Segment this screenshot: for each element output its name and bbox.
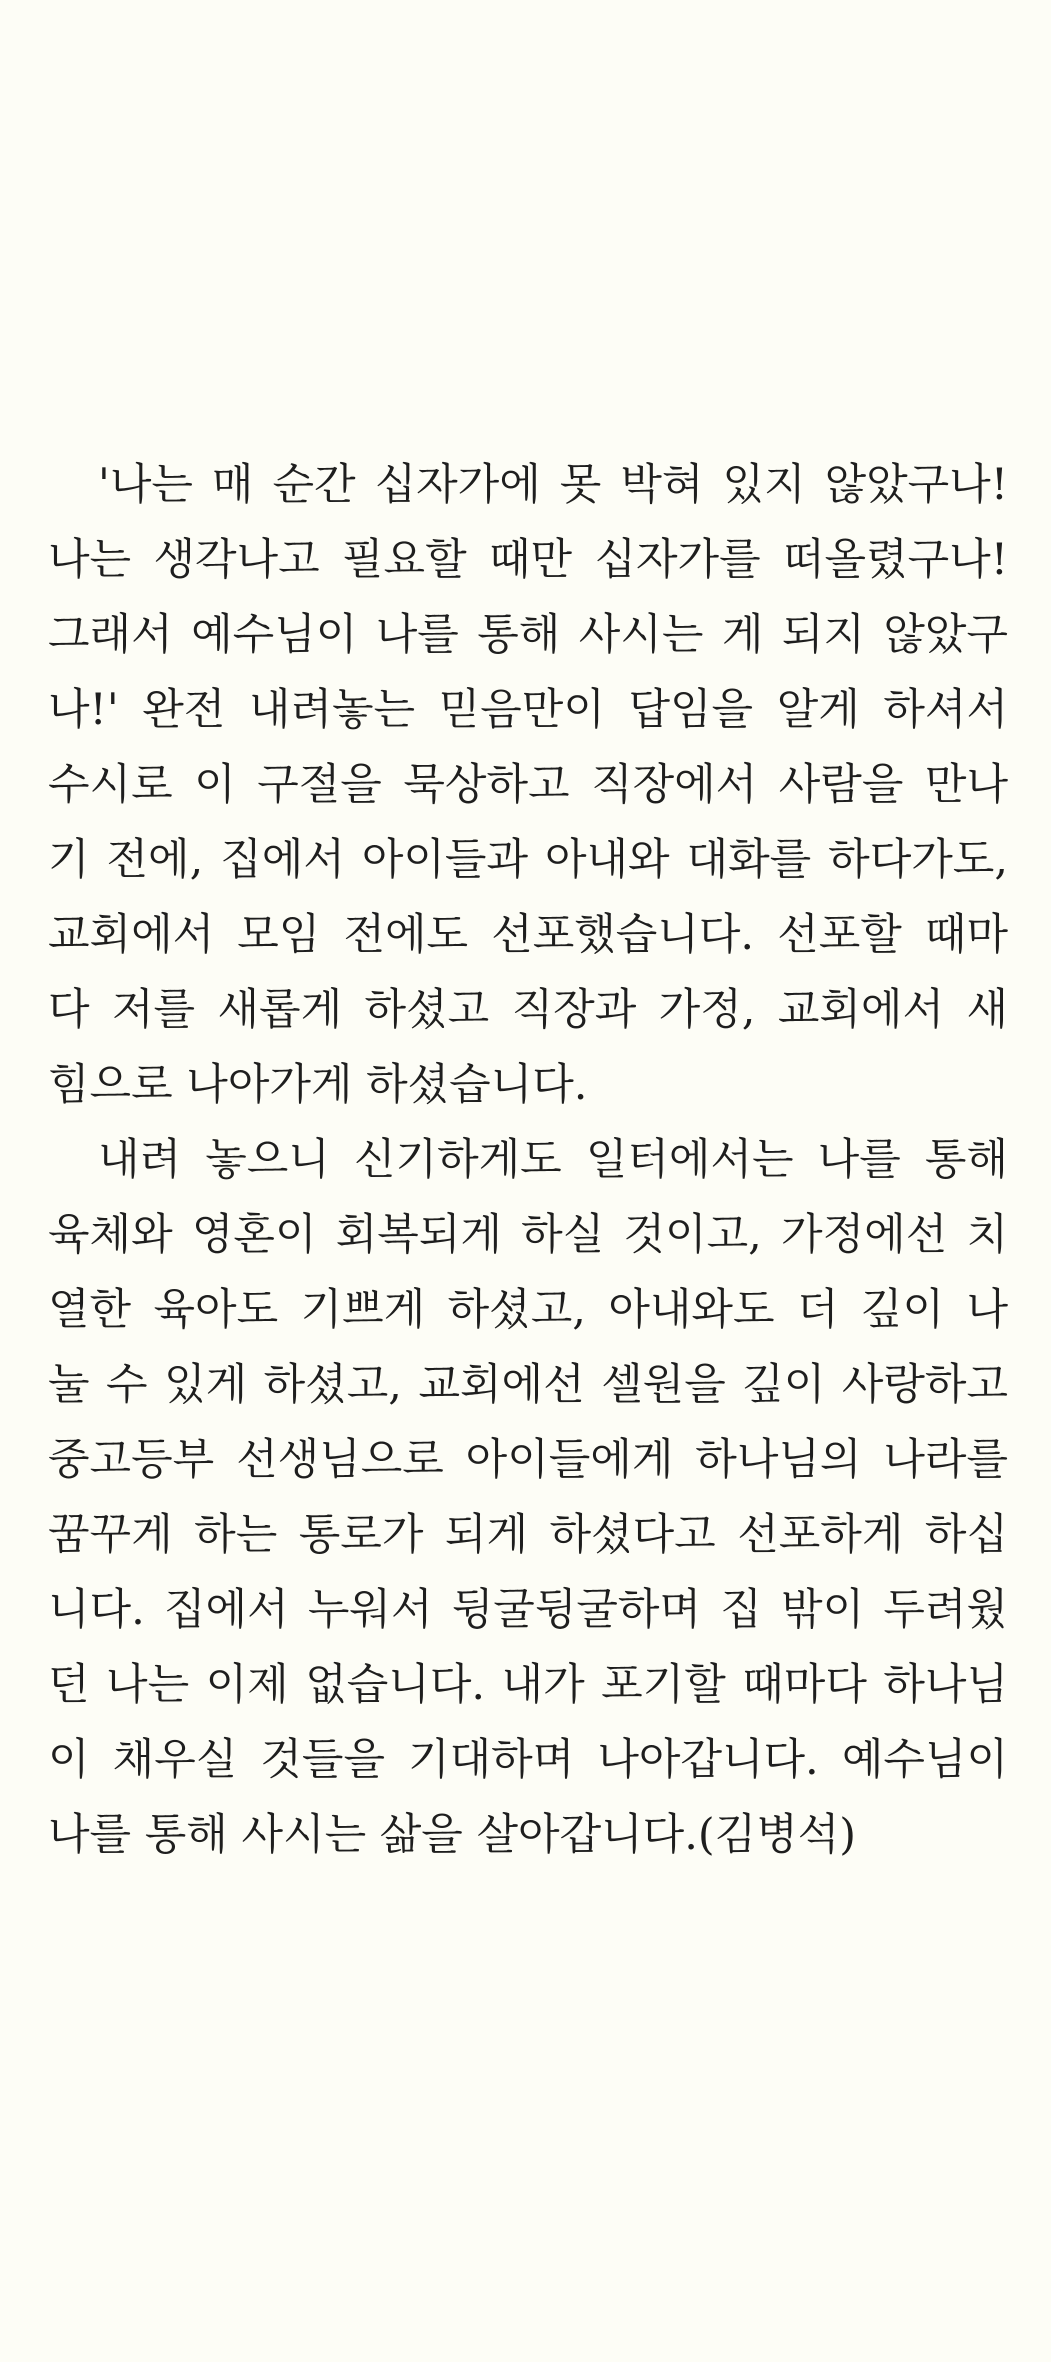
text-line: 다 저를 새롭게 하셨고 직장과 가정, 교회에서 새 [48, 985, 1008, 1035]
text-line: 이 채우실 것들을 기대하며 나아갑니다. 예수님이 [48, 1735, 1008, 1785]
paragraph-1 [48, 448, 1008, 1123]
text-line: 그래서 예수님이 나를 통해 사시는 게 되지 않았구 [48, 610, 1008, 660]
text-line: 기 전에, 집에서 아이들과 아내와 대화를 하다가도, [48, 835, 1008, 885]
paragraph-2 [48, 1123, 1008, 1873]
text-line: 나는 생각나고 필요할 때만 십자가를 떠올렸구나! [48, 535, 1008, 585]
text-line: 열한 육아도 기쁘게 하셨고, 아내와도 더 깊이 나 [48, 1285, 1008, 1335]
text-line: 나!' 완전 내려놓는 믿음만이 답임을 알게 하셔서 [48, 685, 1008, 735]
text-line: 육체와 영혼이 회복되게 하실 것이고, 가정에선 치 [48, 1210, 1008, 1260]
text-line: 내려 놓으니 신기하게도 일터에서는 나를 통해 [98, 1135, 1008, 1185]
text-line: 던 나는 이제 없습니다. 내가 포기할 때마다 하나님 [48, 1660, 1008, 1710]
text-line: '나는 매 순간 십자가에 못 박혀 있지 않았구나! [98, 460, 1008, 510]
text-line: 힘으로 나아가게 하셨습니다. [48, 1060, 588, 1110]
text-line: 꿈꾸게 하는 통로가 되게 하셨다고 선포하게 하십 [48, 1510, 1008, 1560]
body-text [48, 448, 1008, 1873]
text-line: 눌 수 있게 하셨고, 교회에선 셀원을 깊이 사랑하고 [48, 1360, 1008, 1410]
text-line: 교회에서 모임 전에도 선포했습니다. 선포할 때마 [48, 910, 1008, 960]
text-line: 니다. 집에서 누워서 뒹굴뒹굴하며 집 밖이 두려웠 [48, 1585, 1008, 1635]
text-line: 나를 통해 사시는 삶을 살아갑니다.(김병석) [48, 1810, 857, 1860]
text-line: 중고등부 선생님으로 아이들에게 하나님의 나라를 [48, 1435, 1008, 1485]
text-line: 수시로 이 구절을 묵상하고 직장에서 사람을 만나 [48, 760, 1008, 810]
